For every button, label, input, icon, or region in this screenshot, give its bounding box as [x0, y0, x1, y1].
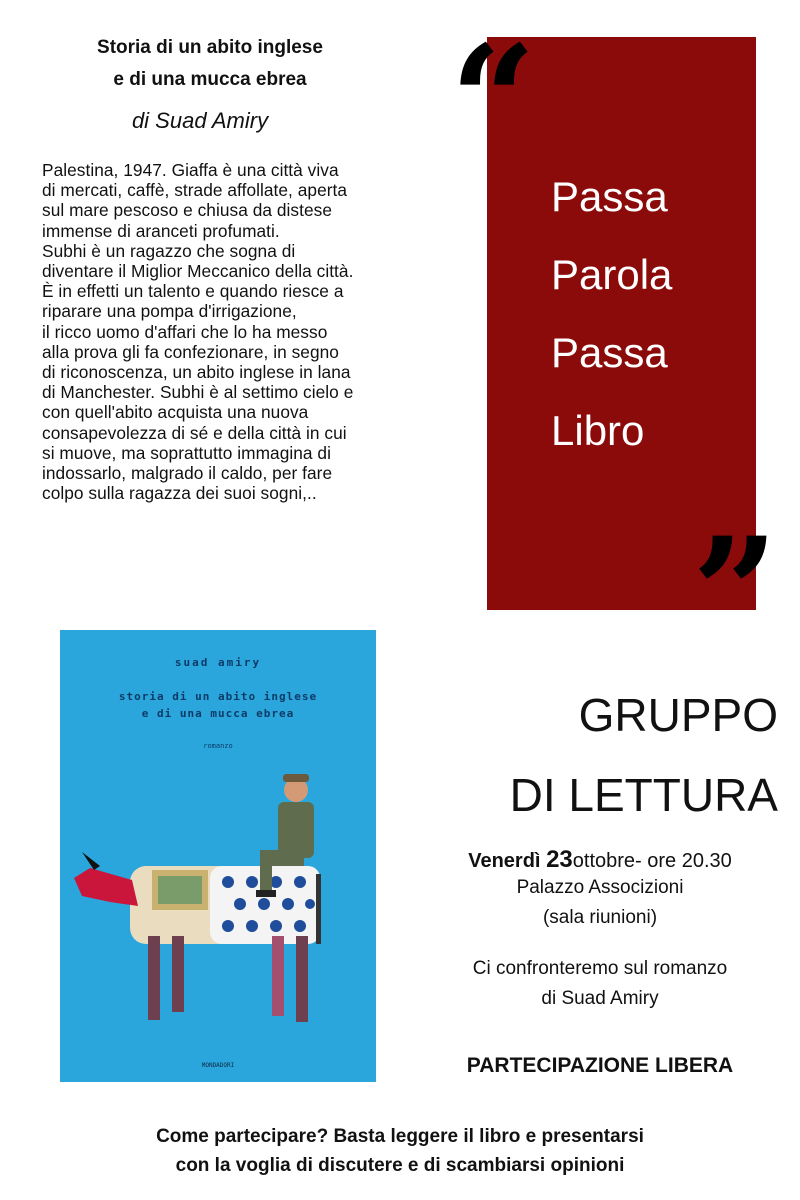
cover-title-line-1: storia di un abito inglese: [118, 690, 318, 703]
event-participation: PARTECIPAZIONE LIBERA: [466, 1054, 734, 1077]
cover-illustration: [60, 630, 376, 1082]
event-date-number: 23: [546, 846, 573, 873]
man-cap: [283, 774, 309, 782]
book-title-line-2: e di una mucca ebrea: [113, 69, 307, 90]
cow-leg: [148, 936, 160, 1020]
book-cover: [60, 630, 376, 1082]
slogan-line-3: Passa: [551, 329, 668, 376]
slogan-line-2: Parola: [551, 251, 673, 298]
cow-leg: [172, 936, 184, 1012]
cow-tail: [316, 874, 321, 944]
close-quote-icon: ”: [692, 505, 779, 681]
event-heading-line-1: GRUPPO: [578, 689, 778, 741]
cover-genre: romanzo: [203, 742, 233, 750]
cover-publisher: MONDADORI: [201, 1062, 235, 1069]
event-date-rest: ottobre- ore 20.30: [572, 850, 732, 872]
cow-leg: [296, 936, 308, 1022]
slogan-line-4: Libro: [551, 407, 645, 454]
open-quote-icon: “: [450, 13, 537, 189]
man-shoe: [256, 890, 276, 897]
event-heading-line-2: DI LETTURA: [509, 769, 778, 821]
cow-leg: [272, 936, 284, 1016]
event-discussion-line-2: di Suad Amiry: [541, 988, 659, 1009]
footer-line-2: con la voglia di discutere e di scambiarsi opinioni: [175, 1155, 625, 1176]
footer-line-1: Come partecipare? Basta leggere il libro e presentarsi: [156, 1126, 644, 1147]
man-torso: [278, 802, 314, 858]
book-title-line-1: Storia di un abito inglese: [97, 37, 323, 58]
event-room: (sala riunioni): [542, 907, 658, 928]
event-venue: Palazzo Associzioni: [516, 877, 684, 898]
postcard-picture: [158, 876, 202, 904]
event-date: [410, 848, 790, 872]
synopsis: Palestina, 1947. Giaffa è una città viva di mercati, caffè, strade affollate, aperta sul mare pescoso e chiusa da distese immense di aranceti profumati. Subhi è un ragazzo che sogna di diventare il Miglior Meccanico della città. È in effetti un talento e quando riesce a riparare una pompa d'irrigazione, il ricco uomo d'affari che lo ha messo alla prova gli fa confezionare, in segno di riconoscenza, un abito inglese in lana di Manchester. Subhi è al settimo cielo e con quell'abito acquista una nuova consapevolezza di sé e della città in cui si muove, ma soprattutto immagina di indossarlo, malgrado il caldo, per fare colpo sulla ragazza dei suoi sogni,..: [42, 160, 354, 504]
cow-head: [74, 868, 138, 906]
slogan-line-1: Passa: [551, 173, 668, 220]
book-author: di Suad Amiry: [131, 108, 269, 133]
man-shin: [260, 856, 272, 892]
cow-horn: [82, 852, 100, 870]
event-discussion-line-1: Ci confronteremo sul romanzo: [472, 958, 728, 979]
cover-title-line-2: e di una mucca ebrea: [141, 707, 295, 720]
cover-author: suad amiry: [174, 656, 262, 669]
event-date-day: Venerdì: [468, 850, 541, 872]
